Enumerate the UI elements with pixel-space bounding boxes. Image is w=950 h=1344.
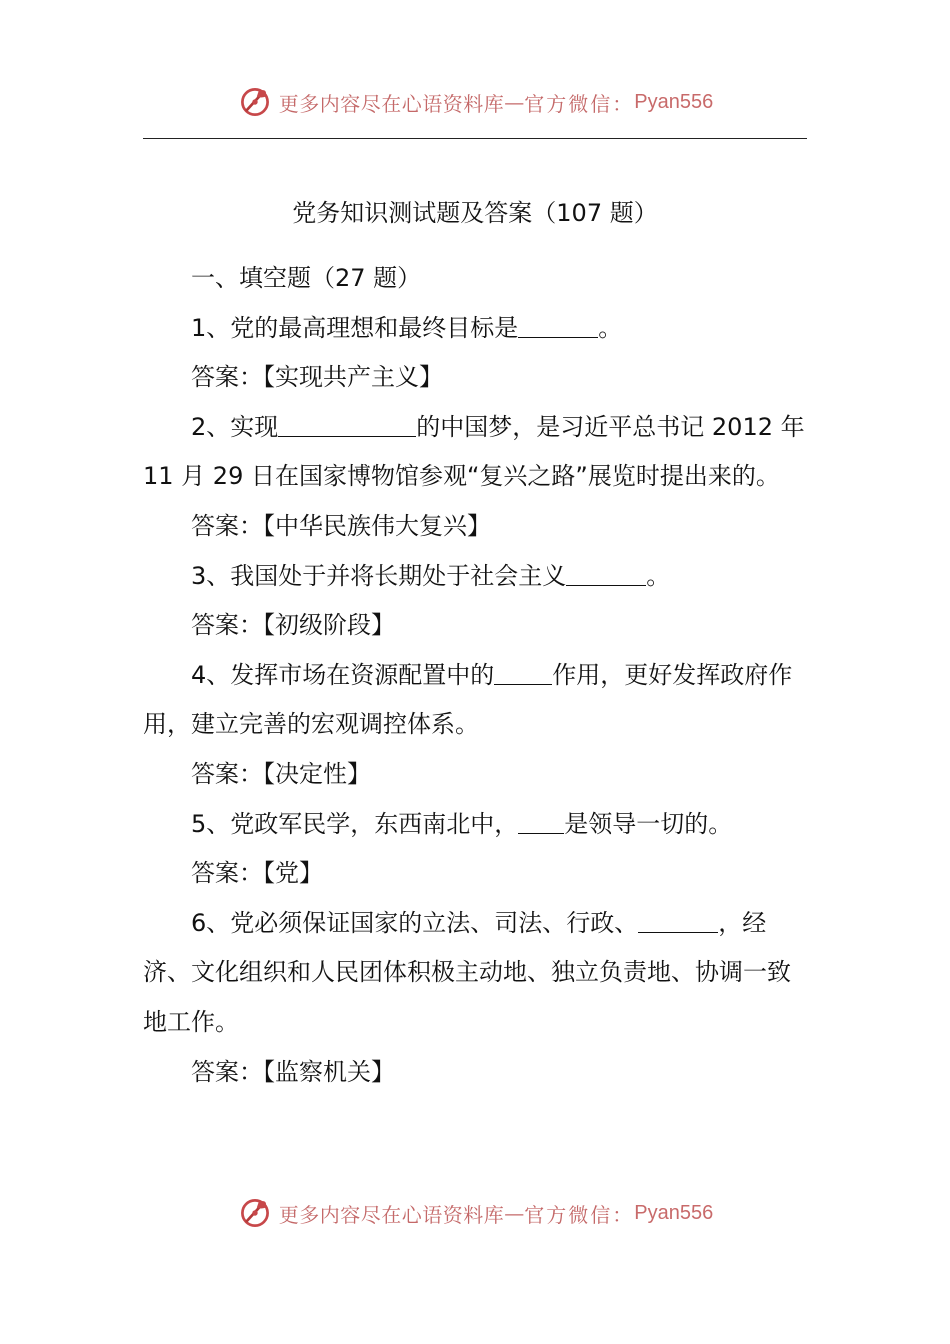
question-2	[143, 403, 807, 502]
answer-6: 答案：【监察机关】	[191, 1057, 395, 1086]
header-wechat-label: 官方微信：	[524, 91, 635, 116]
header-brand-text: 更多内容尽在心语资料库	[278, 91, 505, 116]
question-text: 是领导一切的。	[564, 809, 733, 838]
page-footer-watermark	[0, 1195, 950, 1231]
section-heading: 一、填空题（27 题）	[191, 264, 422, 292]
answer-3: 答案：【初级阶段】	[191, 611, 395, 640]
answer-blank	[278, 412, 416, 437]
question-text: 1、党的最高理想和最终目标是	[191, 313, 519, 342]
question-text: 。	[646, 561, 671, 590]
document-title: 党务知识测试题及答案（107 题）	[292, 199, 658, 227]
question-text: 。	[598, 313, 623, 342]
quill-pen-logo-icon	[237, 1195, 273, 1231]
question-1	[143, 304, 807, 354]
answer-blank	[638, 908, 718, 933]
footer-dash: —	[504, 1201, 525, 1225]
question-text: 作用，更好发挥政府作用，建立完善的宏观调控体系。	[143, 660, 793, 739]
page-header-watermark	[0, 84, 950, 120]
answer-1: 答案：【实现共产主义】	[191, 363, 443, 392]
question-text: 4、发挥市场在资源配置中的	[191, 660, 495, 689]
question-4	[143, 651, 807, 750]
question-text: 6、党必须保证国家的立法、司法、行政、	[191, 908, 639, 937]
question-text: 的中国梦，是习近平总书记 2012 年 11 月 29 日在国家博物馆参观“复兴之路”展览时提出来的。	[143, 412, 805, 491]
answer-4: 答案：【决定性】	[191, 759, 371, 788]
answer-blank	[518, 313, 598, 338]
answer-blank	[518, 809, 564, 834]
footer-wechat-id: Pyan556	[634, 1201, 714, 1224]
quill-pen-logo-icon	[237, 84, 273, 120]
answer-5: 答案：【党】	[191, 859, 323, 888]
answer-2: 答案：【中华民族伟大复兴】	[191, 511, 491, 540]
footer-wechat-label: 官方微信：	[524, 1202, 635, 1227]
question-3	[143, 552, 807, 602]
answer-blank	[494, 660, 552, 685]
question-6	[143, 899, 807, 1048]
question-text: 5、党政军民学，东西南北中，	[191, 809, 519, 838]
question-text: 2、实现	[191, 412, 279, 441]
footer-brand-text: 更多内容尽在心语资料库	[278, 1202, 505, 1227]
header-divider	[143, 138, 807, 139]
question-5	[143, 800, 807, 850]
question-text: 3、我国处于并将长期处于社会主义	[191, 561, 567, 590]
header-dash: —	[504, 90, 525, 114]
header-wechat-id: Pyan556	[634, 90, 714, 113]
question-text: ，经济、文化组织和人民团体积极主动地、独立负责地、协调一致地工作。	[143, 908, 791, 1036]
document-body	[143, 254, 807, 1097]
answer-blank	[566, 561, 646, 586]
